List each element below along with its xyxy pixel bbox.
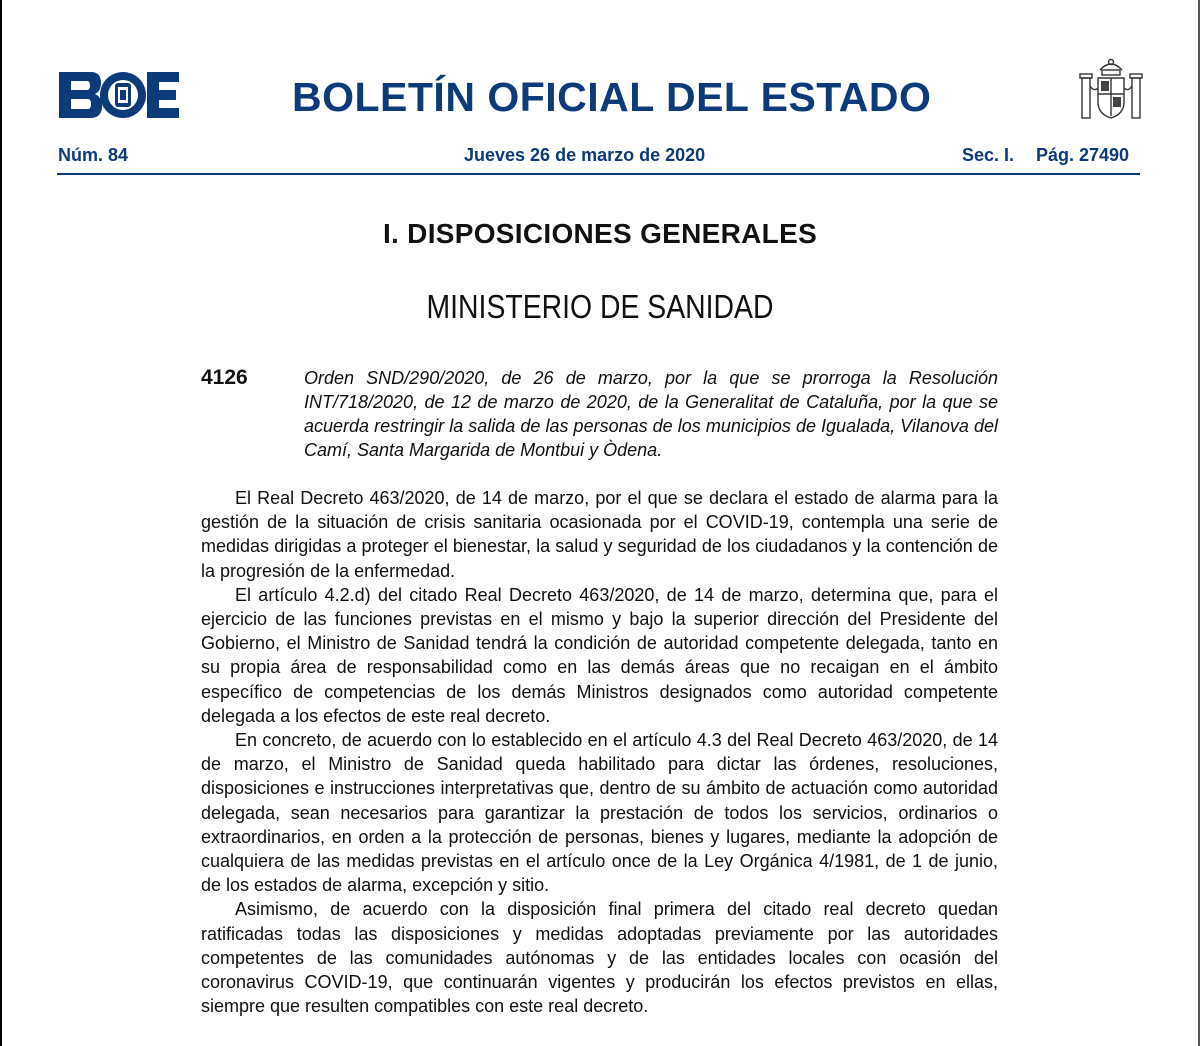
paragraph: En concreto, de acuerdo con lo establecido en el artículo 4.3 del Real Decreto 463/2020, de 14 de marzo, el Ministro de Sanidad queda habilitado para dictar las órdenes, resoluciones, disposiciones e instrucciones interpretativas que, dentro de su ámbito de actuación como autoridad delegada, sean necesarios para garantizar la prestación de todos los servicios, ordinarios o extraordinarios, en orden a la protección de personas, bienes y lugares, mediante la adopción de cualquiera de las medidas previstas en el artículo once de la Ley Orgánica 4/1981, de 1 de junio, de los estados de alarma, excepción y sitio.	[201, 730, 998, 896]
paragraph: Asimismo, de acuerdo con la disposición final primera del citado real decreto quedan ratificadas todas las disposiciones y medidas adoptadas previamente por las autoridades competentes de las comunidades autónomas y de las entidades locales con ocasión del coronavirus COVID-19, que continuarán vigentes y producirán los efectos previstos en ellas, siempre que resulten compatibles con este real decreto.	[201, 899, 998, 1017]
journal-title: BOLETÍN OFICIAL DEL ESTADO	[292, 74, 932, 120]
page-number: Pág. 27490	[1036, 145, 1130, 165]
document-body	[201, 486, 998, 1018]
section-title: I. DISPOSICIONES GENERALES	[382, 218, 818, 249]
section-label: Sec. I.	[962, 145, 1015, 165]
page-left-border	[0, 0, 2, 1046]
header-rule	[57, 173, 1140, 175]
disposition-summary: Orden SND/290/2020, de 26 de marzo, por la que se prorroga la Resolución INT/718/2020, de 12 de marzo de 2020, de la Generalitat de Cataluña, por la que se acuerda restringir la salida de las personas de los municipios de Igualada, Vilanova del Camí, Santa Margarida de Montbui y Òdena.	[304, 368, 998, 460]
disposition-number: 4126	[201, 366, 248, 389]
issue-number: Núm. 84	[58, 145, 129, 165]
issue-date: Jueves 26 de marzo de 2020	[464, 145, 706, 165]
coat-of-arms-icon	[1078, 56, 1144, 126]
ministry-title: MINISTERIO DE SANIDAD	[426, 288, 774, 325]
paragraph: El Real Decreto 463/2020, de 14 de marzo, por el que se declara el estado de alarma para la gestión de la situación de crisis sanitaria ocasionada por el COVID-19, contempla una serie de medidas dirigidas a proteger el bienestar, la salud y seguridad de los ciudadanos y la contención de la progresión de la enfermedad.	[201, 488, 998, 581]
paragraph: El artículo 4.2.d) del citado Real Decreto 463/2020, de 14 de marzo, determina que, para el ejercicio de las funciones previstas en el mismo y bajo la superior dirección del Presidente del Gobierno, el Ministro de Sanidad tendrá la condición de autoridad competente delegada, tanto en su propia área de responsabilidad como en las demás áreas que no recaigan en el ámbito específico de competencias de los demás Ministros designados como autoridad competente delegada a los efectos de este real decreto.	[201, 584, 998, 726]
boe-logo	[57, 70, 181, 120]
